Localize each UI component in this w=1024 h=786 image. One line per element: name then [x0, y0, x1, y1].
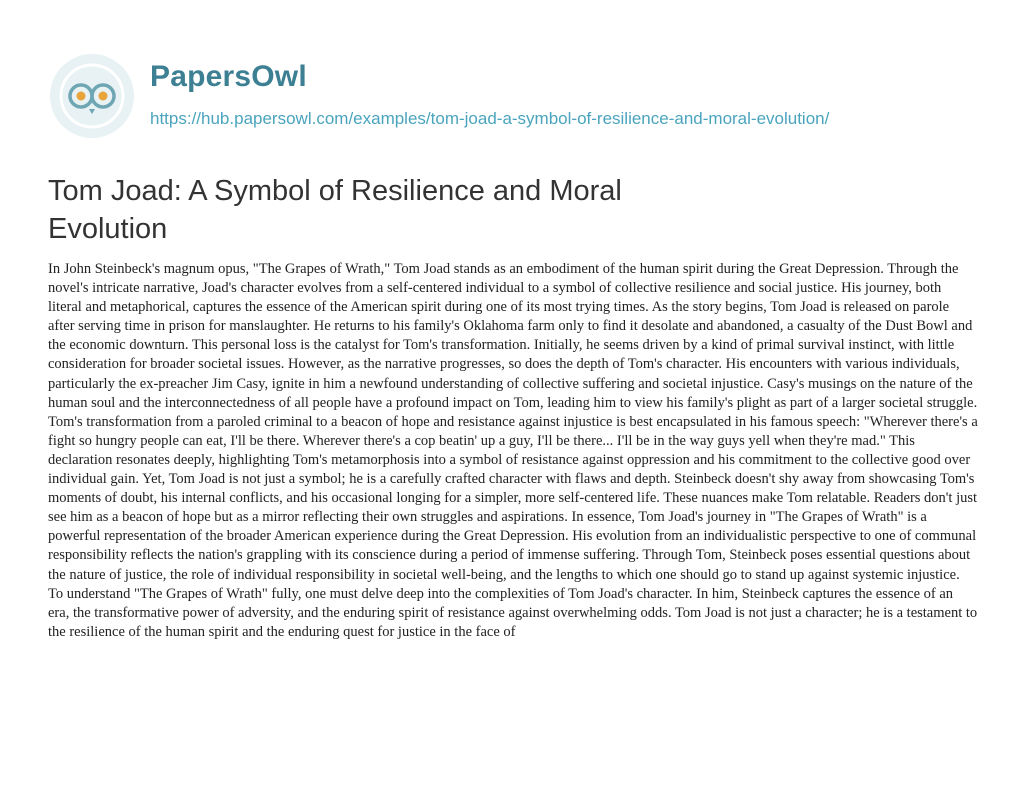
owl-logo-icon [48, 52, 136, 140]
source-url-link[interactable]: https://hub.papersowl.com/examples/tom-joad-a-symbol-of-resilience-and-moral-evolution/ [150, 109, 830, 128]
brand-block [150, 52, 829, 130]
essay-body: In John Steinbeck's magnum opus, "The Grapes of Wrath," Tom Joad stands as an embodiment of the human spirit during the Great Depression. Through the novel's intricate narrative, Joad's character evolves from a self-centered individual to a symbol of collective resilience and social justice. His journey, both literal and metaphorical, captures the essence of the American spirit during one of its most trying times. As the story begins, Tom Joad is released on parole after serving time in prison for manslaughter. He returns to his family's Oklahoma farm only to find it desolate and abandoned, a casualty of the Dust Bowl and the economic downturn. This personal loss is the catalyst for Tom's transformation. Initially, he seems driven by a kind of primal survival instinct, with little consideration for broader societal issues. However, as the narrative progresses, so does the depth of Tom's character. His encounters with various individuals, particularly the ex-preacher Jim Casy, ignite in him a newfound understanding of collective suffering and societal injustice. Casy's musings on the nature of the human soul and the interconnectedness of all people have a profound impact on Tom, leading him to view his family's plight as part of a larger societal struggle. Tom's transformation from a paroled criminal to a beacon of hope and resistance against injustice is best encapsulated in his famous speech: "Wherever there's a fight so hungry people can eat, I'll be there. Wherever there's a cop beatin' up a guy, I'll be there... I'll be in the way guys yell when they're mad." This declaration resonates deeply, highlighting Tom's metamorphosis into a symbol of resistance against oppression and his commitment to the collective good over individual gain. Yet, Tom Joad is not just a symbol; he is a carefully crafted character with flaws and depth. Steinbeck doesn't shy away from showcasing Tom's moments of doubt, his internal conflicts, and his occasional longing for a simpler, more self-centered life. These nuances make Tom relatable. Readers don't just see him as a beacon of hope but as a mirror reflecting their own struggles and aspirations. In essence, Tom Joad's journey in "The Grapes of Wrath" is a powerful representation of the broader American experience during the Great Depression. His evolution from an individualistic perspective to one of communal responsibility reflects the nation's grappling with its conscience during a period of immense suffering. Through Tom, Steinbeck poses essential questions about the nature of justice, the role of individual responsibility in societal well-being, and the lengths to which one should go to stand up against systemic injustice. To understand "The Grapes of Wrath" fully, one must delve deep into the complexities of Tom Joad's character. In him, Steinbeck captures the essence of an era, the transformative power of adversity, and the enduring spirit of resistance against overwhelming odds. Tom Joad is not just a character; he is a testament to the resilience of the human spirit and the enduring quest for justice in the face of [48, 261, 978, 640]
brand-name[interactable]: PapersOwl [150, 60, 307, 93]
page-title: Tom Joad: A Symbol of Resilience and Moral Evolution [48, 175, 622, 245]
site-header [48, 52, 829, 140]
